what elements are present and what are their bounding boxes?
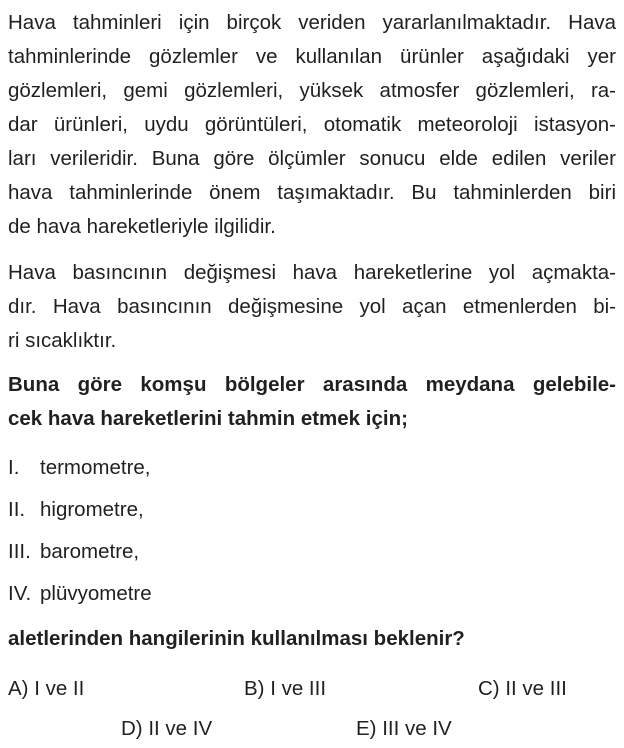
paragraph-line: dar ürünleri, uydu görüntüleri, otomatik meteoroloji istasyon- — [8, 113, 616, 136]
list-item — [8, 451, 151, 485]
question-ending: aletlerinden hangilerinin kullanılması beklenir? — [8, 627, 465, 650]
paragraph-line: ları verileridir. Buna göre ölçümler sonucu elde edilen veriler — [8, 147, 616, 170]
paragraph-line: gözlemleri, gemi gözlemleri, yüksek atmosfer gözlemleri, ra- — [8, 79, 616, 102]
question-stem — [8, 368, 616, 436]
paragraph-line: Hava basıncının değişmesi hava hareketlerine yol açmakta- — [8, 261, 616, 284]
paragraph-line: Hava tahminleri için birçok veriden yararlanılmaktadır. Hava — [8, 11, 616, 34]
list-item — [8, 577, 152, 611]
intro-paragraph — [8, 6, 616, 244]
option-e[interactable]: E) III ve IV — [356, 717, 452, 740]
paragraph-line: de hava hareketleriyle ilgilidir. — [8, 215, 276, 238]
list-item — [8, 493, 144, 527]
list-item — [8, 535, 140, 569]
question-line: cek hava hareketlerini tahmin etmek için; — [8, 407, 408, 430]
option-b[interactable]: B) I ve III — [244, 677, 327, 700]
option-c[interactable]: C) II ve III — [478, 677, 567, 700]
item-number: IV. — [8, 582, 32, 605]
item-text: plüvyometre — [40, 582, 152, 605]
option-d[interactable]: D) II ve IV — [121, 717, 213, 740]
pressure-paragraph — [8, 256, 616, 358]
option-a[interactable]: A) I ve II — [8, 677, 85, 700]
paragraph-line: tahminlerinde gözlemler ve kullanılan ürünler aşağıdaki yer — [8, 45, 616, 68]
item-text: barometre, — [40, 540, 140, 563]
question-line: Buna göre komşu bölgeler arasında meydana gelebile- — [8, 373, 616, 396]
item-number: I. — [8, 456, 20, 479]
paragraph-line: ri sıcaklıktır. — [8, 329, 117, 352]
paragraph-line: hava tahminlerinde önem taşımaktadır. Bu tahminlerden biri — [8, 181, 616, 204]
item-text: termometre, — [40, 456, 151, 479]
paragraph-line: dır. Hava basıncının değişmesine yol açan etmenlerden bi- — [8, 295, 616, 318]
item-number: III. — [8, 540, 31, 563]
item-text: higrometre, — [40, 498, 144, 521]
item-number: II. — [8, 498, 26, 521]
